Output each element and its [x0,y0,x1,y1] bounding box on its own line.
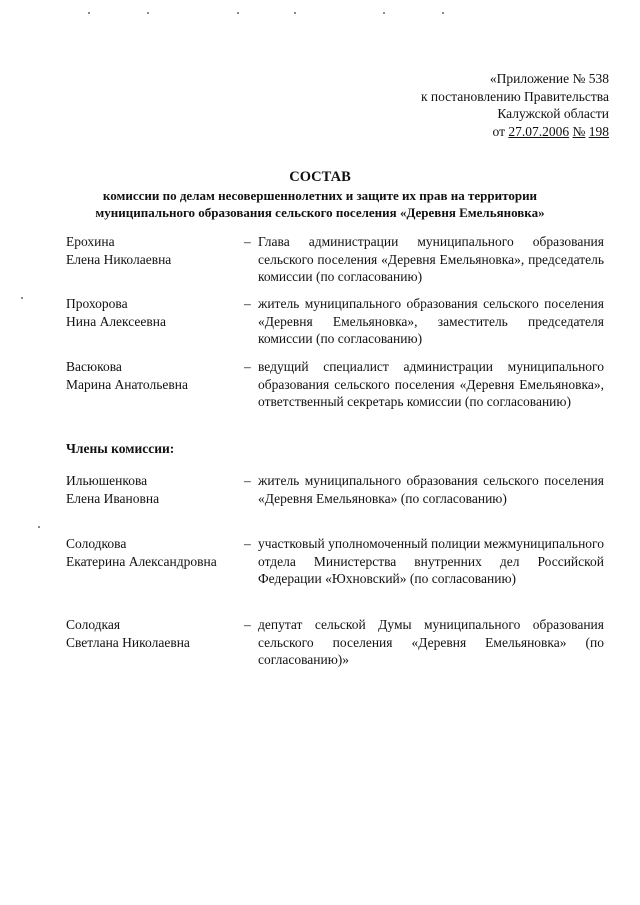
member-role: житель муниципального образования сельского поселения «Деревня Емельяновка» (по согласованию) [258,473,604,506]
member-role: житель муниципального образования сельского поселения «Деревня Емельяновка», заместитель председателя комиссии (по согласованию) [258,296,604,346]
number-prefix: № [572,123,586,139]
member-surname: Ерохина [66,234,115,249]
member-role: депутат сельской Думы муниципального образования сельского поселения «Деревня Емельяновка» (по согласованию)» [258,617,604,667]
appendix-reference [421,70,609,140]
scan-speck [294,12,296,14]
date-prefix: от [492,123,505,139]
member-surname: Солодкая [66,617,121,632]
member-name [66,358,241,393]
member-role: участковый уполномоченный полиции межмуниципального отдела Министерства внутренних дел Российской Федерации «Юхновский» (по согласованию) [258,536,604,586]
dash-separator: – [244,296,251,311]
member-name [66,233,241,268]
member-role: Глава администрации муниципального образования сельского поселения «Деревня Емельяновка», председатель комиссии (по согласованию) [258,234,604,284]
member-given-names: Нина Алексеевна [66,313,166,329]
scan-speck [442,12,444,14]
members-heading: Члены комиссии: [66,441,175,456]
appendix-resolution: к постановлению Правительства [420,88,609,104]
member-given-names: Елена Ивановна [66,490,160,506]
resolution-date: 27.07.2006 [508,123,570,139]
scan-speck [383,12,385,14]
member-given-names: Светлана Николаевна [66,634,190,650]
scan-speck [88,12,90,14]
member-surname: Прохорова [66,296,128,311]
document-heading [40,168,600,221]
dash-separator: – [244,234,251,249]
member-given-names: Елена Николаевна [66,251,172,267]
appendix-title: «Приложение № 538 [489,71,609,86]
member-name [66,472,241,507]
dash-separator: – [244,536,251,551]
member-name [66,295,241,330]
member-given-names: Екатерина Александровна [66,553,217,569]
dash-separator: – [244,473,251,488]
member-name [66,535,241,570]
scan-speck [38,526,40,528]
member-surname: Васюкова [66,359,122,374]
heading-title: СОСТАВ [289,169,351,185]
dash-separator: – [244,359,251,374]
scan-speck [147,12,149,14]
appendix-region: Калужской области [497,106,609,121]
appendix-date-line [421,123,609,141]
scan-speck [237,12,239,14]
heading-line-1: комиссии по делам несовершеннолетних и защите их прав на территории [102,188,538,203]
resolution-number: 198 [588,123,609,139]
member-surname: Ильюшенкова [66,473,148,488]
dash-separator: – [244,617,251,632]
member-role: ведущий специалист администрации муниципального образования сельского поселения «Деревня Емельяновка», ответственный секретарь комиссии (по согласованию) [258,359,604,409]
scan-speck [21,297,23,299]
heading-line-2: муниципального образования сельского поселения «Деревня Емельяновка» [95,205,545,220]
member-given-names: Марина Анатольевна [66,376,188,392]
member-name [66,616,241,651]
member-surname: Солодкова [66,536,127,551]
